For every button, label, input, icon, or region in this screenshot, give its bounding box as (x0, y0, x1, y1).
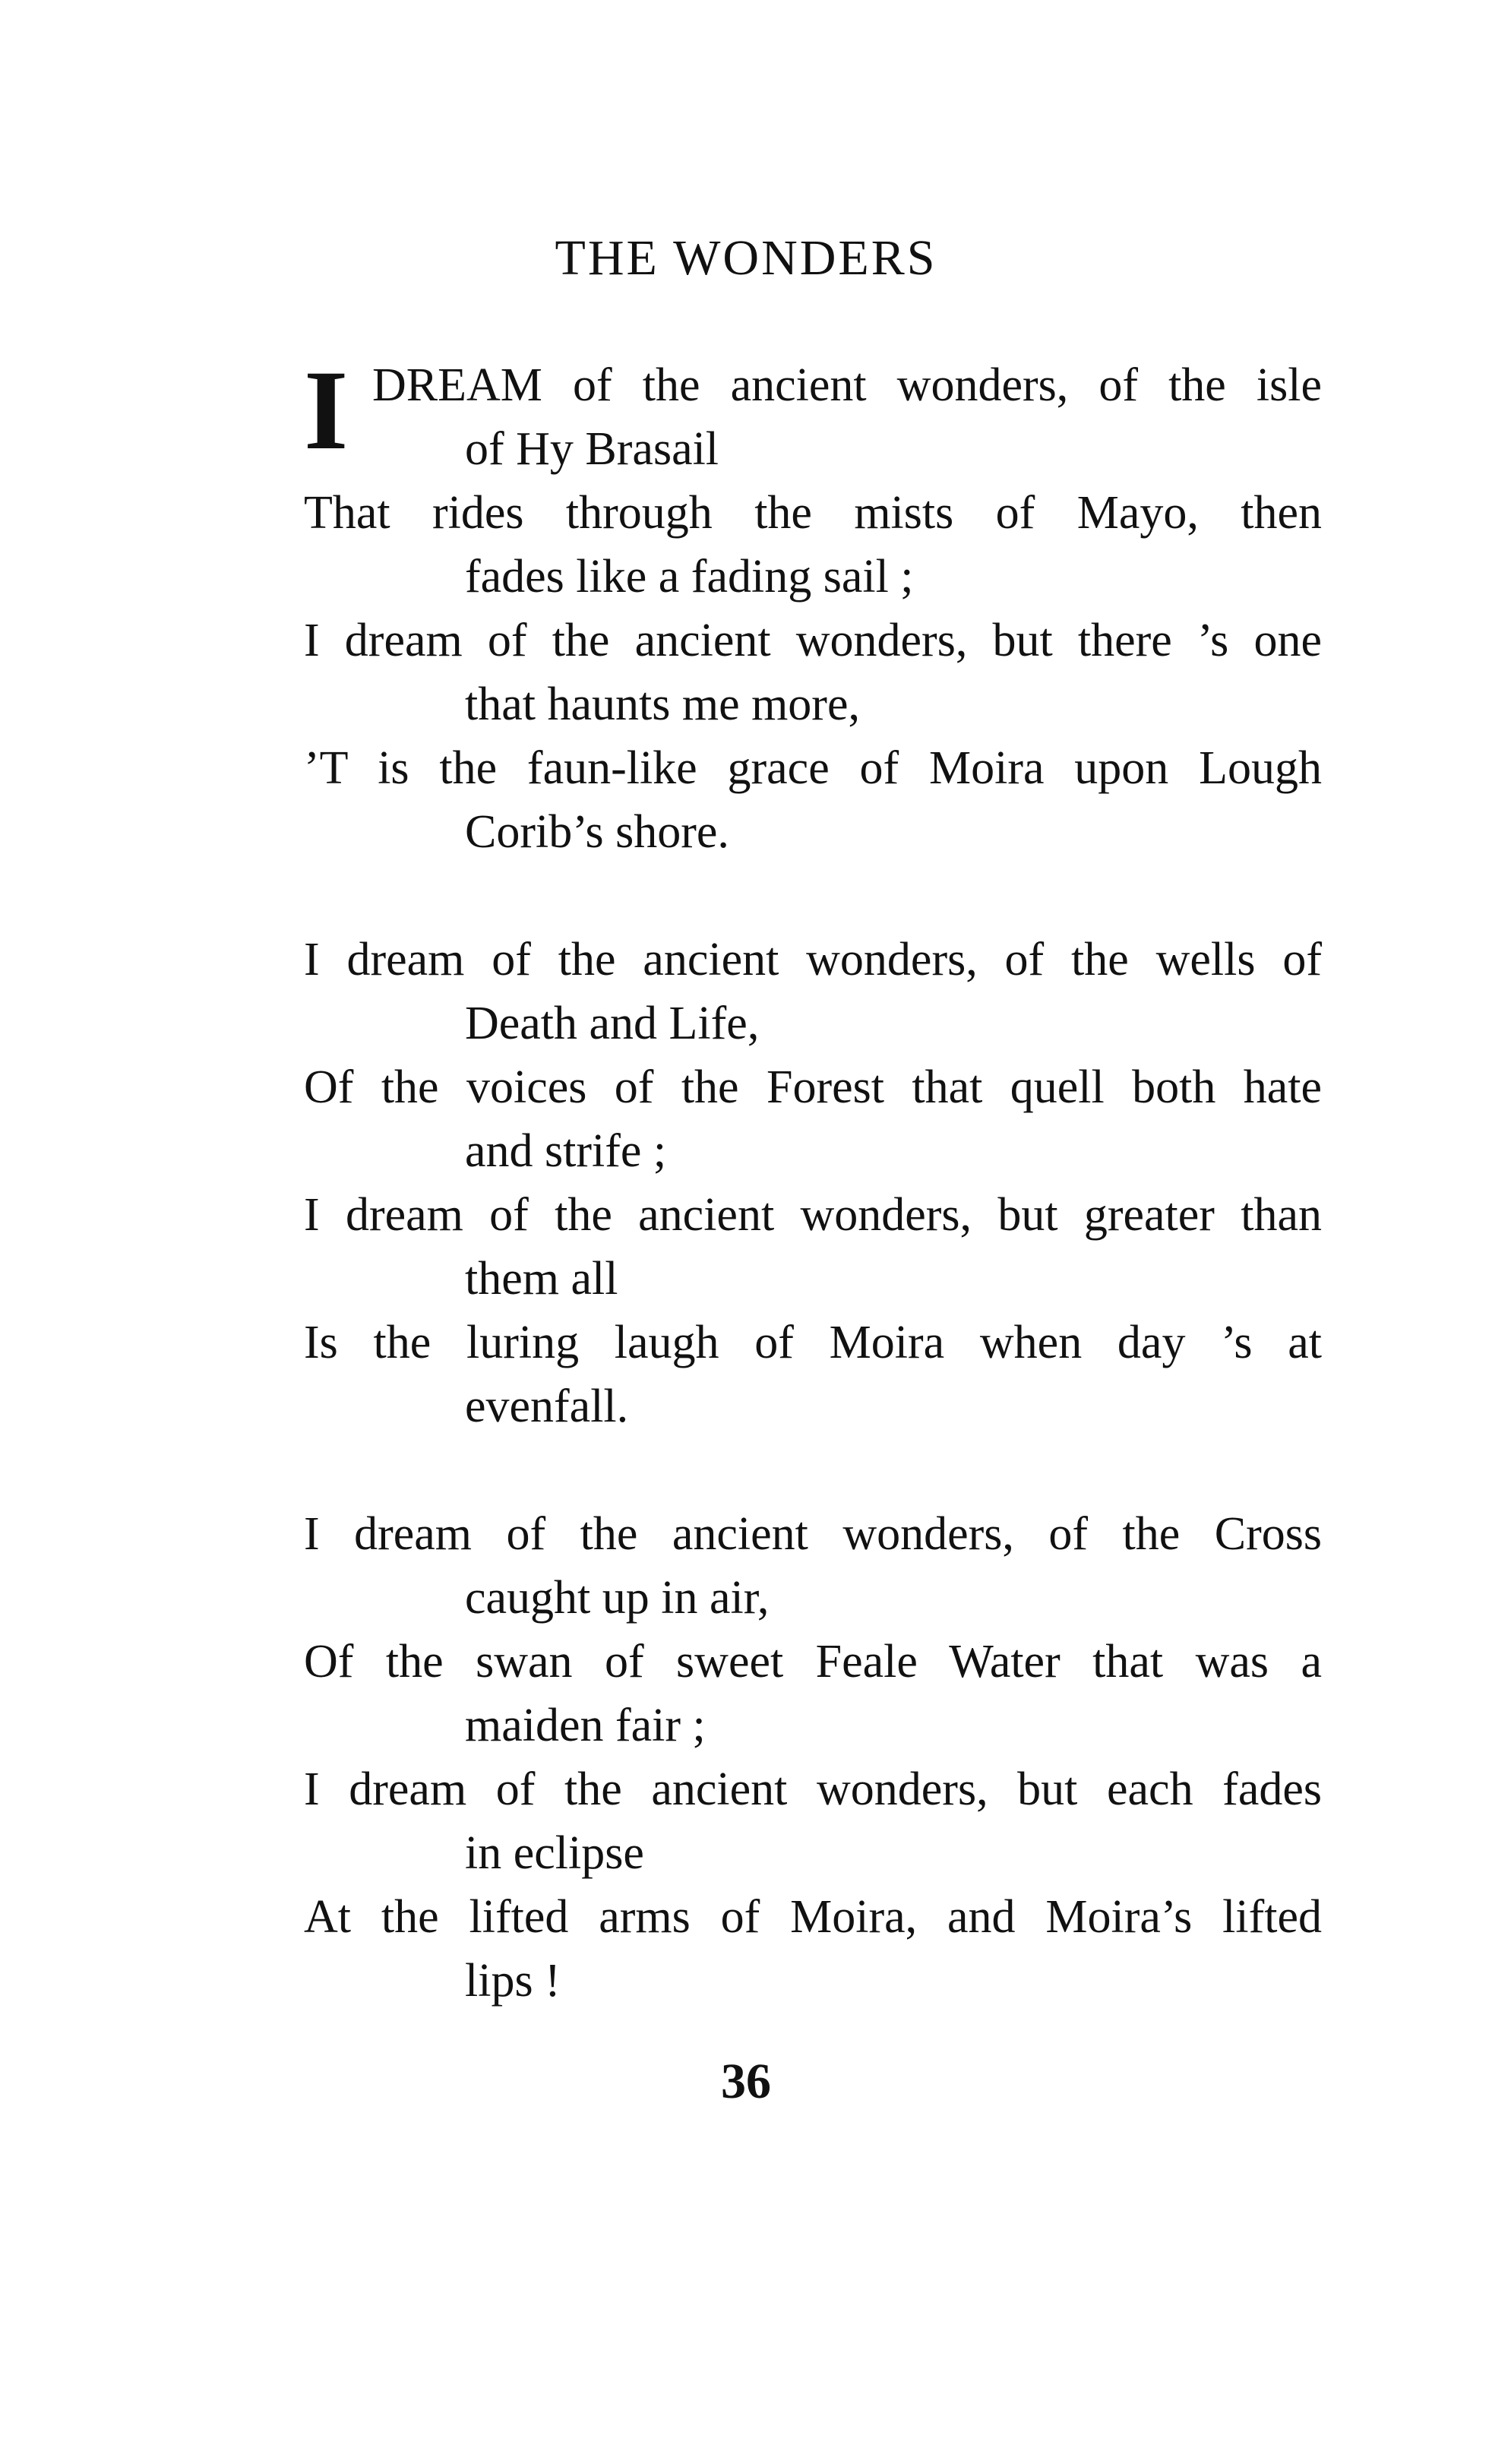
poem-body (304, 347, 1322, 2077)
verse-line: I dream of the ancient wonders, but greater than (304, 1189, 1322, 1241)
verse-line-continuation: maiden fair ; (465, 1700, 706, 1751)
verse-line: Of the voices of the Forest that quell both hate (304, 1061, 1322, 1113)
stanza-3 (304, 1502, 1322, 2013)
verse-line-continuation: of Hy Brasail (465, 423, 719, 475)
verse-line: I dream of the ancient wonders, but there ’s one (304, 615, 1322, 666)
verse-line: Of the swan of sweet Feale Water that was a (304, 1636, 1322, 1687)
verse-line-text: DREAM of the ancient wonders, of the isle (372, 359, 1322, 411)
verse-line-continuation: in eclipse (465, 1827, 644, 1879)
verse-line-continuation: Corib’s shore. (465, 806, 729, 858)
verse-line-continuation: and strife ; (465, 1125, 667, 1177)
verse-line-continuation: evenfall. (465, 1381, 629, 1432)
verse-line: I dream of the ancient wonders, of the Cross (304, 1508, 1322, 1560)
verse-line-1 (304, 347, 1322, 481)
verse-line-continuation: that haunts me more, (465, 678, 860, 730)
page-number: 36 (721, 2054, 771, 2109)
verse-line: That rides through the mists of Mayo, then (304, 487, 1322, 539)
stanza-1 (304, 347, 1322, 864)
verse-line: I dream of the ancient wonders, but each fades (304, 1763, 1322, 1815)
verse-line: Is the luring laugh of Moira when day ’s at (304, 1317, 1322, 1368)
verse-line-continuation: fades like a fading sail ; (465, 551, 914, 603)
poem-title: THE WONDERS (555, 230, 937, 286)
verse-line-continuation: Death and Life, (465, 998, 760, 1049)
verse-line: ’T is the faun-like grace of Moira upon Lough (304, 742, 1322, 794)
stanza-2 (304, 928, 1322, 1438)
verse-line: At the lifted arms of Moira, and Moira’s lifted (304, 1891, 1322, 1943)
verse-line-continuation: lips ! (465, 1955, 561, 2007)
verse-line-continuation: caught up in air, (465, 1572, 770, 1624)
verse-line-continuation: them all (465, 1253, 618, 1305)
verse-line: I dream of the ancient wonders, of the wells of (304, 934, 1322, 985)
drop-cap: I (304, 347, 349, 473)
